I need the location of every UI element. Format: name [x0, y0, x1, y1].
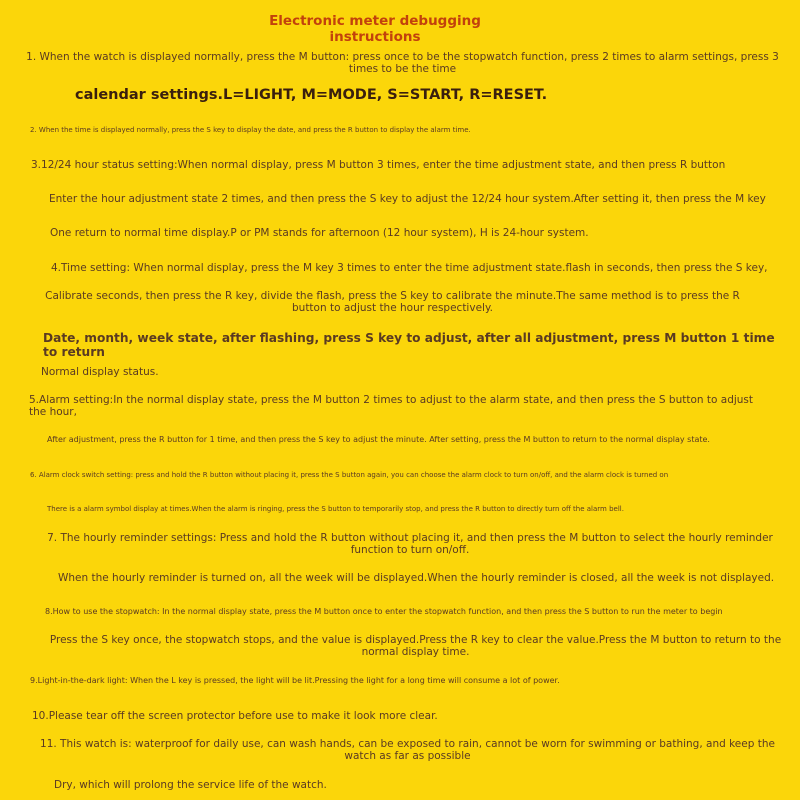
instruction-7-cont: When the hourly reminder is turned on, all the week will be displayed.When the hourly reminder is closed, all the week is not displayed. — [58, 572, 775, 584]
instruction-8-cont: Press the S key once, the stopwatch stops, and the value is displayed.Press the R key to clear the value.Press the M button to return to the normal display time. — [49, 634, 782, 659]
instruction-4-cont-1: Calibrate seconds, then press the R key, divide the flash, press the S key to calibrate the minute.The same method is to press the R button to adjust the hour respectively. — [45, 290, 740, 315]
instruction-4: 4.Time setting: When normal display, press the M key 3 times to enter the time adjustment state.flash in seconds, then press the S key, — [51, 262, 768, 274]
instruction-8: 8.How to use the stopwatch: In the normal display state, press the M button once to enter the stopwatch function, and then press the S button to run the meter to begin — [45, 607, 723, 616]
instruction-1: 1. When the watch is displayed normally, press the M button: press once to be the stopwatch function, press 2 times to alarm settings, press 3 times to be the time — [26, 51, 779, 76]
instruction-3: 3.12/24 hour status setting:When normal display, press M button 3 times, enter the time adjustment state, and then press R button — [31, 159, 726, 171]
instruction-10: 10.Please tear off the screen protector before use to make it look more clear. — [32, 710, 438, 722]
instruction-5-cont: After adjustment, press the R button for 1 time, and then press the S key to adjust the minute. After setting, press the M button to return to the normal display state. — [47, 435, 710, 444]
instruction-2: 2. When the time is displayed normally, press the S key to display the date, and press the R button to display the alarm time. — [30, 126, 471, 134]
instruction-5: 5.Alarm setting:In the normal display state, press the M button 2 times to adjust to the alarm state, and then press the S button to adjust the hour, — [29, 394, 754, 419]
page-title: Electronic meter debugging instructions — [269, 13, 481, 45]
instruction-1-keys: calendar settings.L=LIGHT, M=MODE, S=START, R=RESET. — [75, 87, 548, 103]
instruction-3-cont-2: One return to normal time display.P or PM stands for afternoon (12 hour system), H is 24-hour system. — [50, 227, 589, 239]
instruction-4-cont-3: Normal display status. — [41, 366, 159, 378]
instruction-11: 11. This watch is: waterproof for daily use, can wash hands, can be exposed to rain, cannot be worn for swimming or bathing, and keep the watch as far as possible — [40, 738, 775, 763]
instruction-4-cont-2: Date, month, week state, after flashing, press S key to adjust, after all adjustment, press M button 1 time to return — [43, 331, 775, 360]
instruction-11-cont: Dry, which will prolong the service life of the watch. — [54, 779, 327, 791]
instruction-6: 6. Alarm clock switch setting: press and hold the R button without placing it, press the S button again, you can choose the alarm clock to turn on/off, and the alarm clock is turned on — [30, 471, 669, 479]
instruction-9: 9.Light-in-the-dark light: When the L key is pressed, the light will be lit.Pressing the light for a long time will consume a lot of power. — [30, 676, 560, 685]
instruction-3-cont-1: Enter the hour adjustment state 2 times, and then press the S key to adjust the 12/24 hour system.After setting it, then press the M key — [49, 193, 766, 205]
instruction-6-cont: There is a alarm symbol display at times.When the alarm is ringing, press the S button to temporarily stop, and press the R button to directly turn off the alarm bell. — [47, 505, 624, 513]
instruction-7: 7. The hourly reminder settings: Press and hold the R button without placing it, and then press the M button to select the hourly reminder function to turn on/off. — [47, 532, 773, 557]
